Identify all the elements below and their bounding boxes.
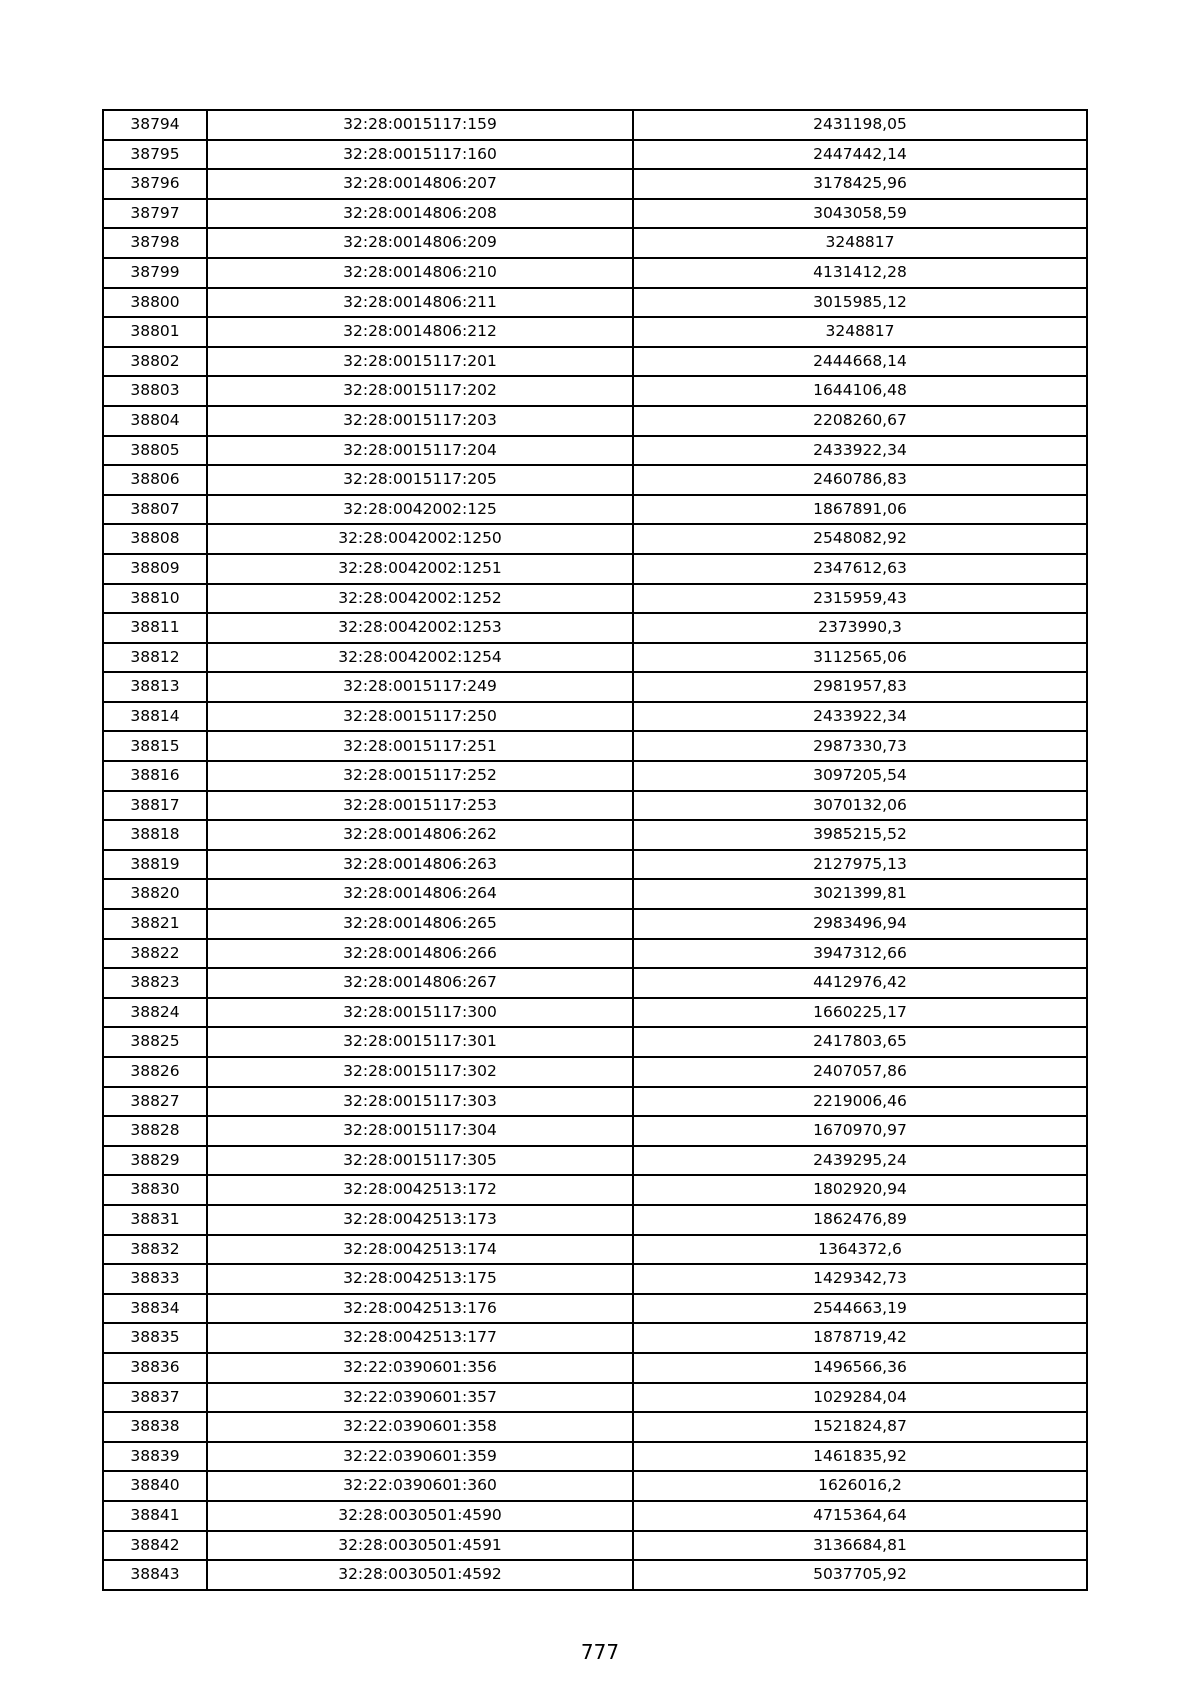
value-cell: 2460786,83: [633, 465, 1087, 495]
cadastral-number-cell: 32:28:0042513:172: [207, 1175, 633, 1205]
table-row: [103, 228, 1087, 258]
value-cell: 1626016,2: [633, 1471, 1087, 1501]
row-number-cell: 38823: [103, 968, 207, 998]
cadastral-number-cell: 32:28:0014806:264: [207, 879, 633, 909]
cadastral-number-cell: 32:28:0014806:262: [207, 820, 633, 850]
value-cell: 2544663,19: [633, 1294, 1087, 1324]
value-cell: 2433922,34: [633, 702, 1087, 732]
cadastral-number-cell: 32:28:0015117:303: [207, 1087, 633, 1117]
table-row: [103, 140, 1087, 170]
table-row: [103, 406, 1087, 436]
table-row: [103, 1501, 1087, 1531]
cadastral-number-cell: 32:28:0014806:266: [207, 939, 633, 969]
row-number-cell: 38812: [103, 643, 207, 673]
row-number-cell: 38809: [103, 554, 207, 584]
value-cell: 1867891,06: [633, 495, 1087, 525]
cadastral-number-cell: 32:28:0030501:4592: [207, 1560, 633, 1590]
row-number-cell: 38840: [103, 1471, 207, 1501]
value-cell: 2315959,43: [633, 584, 1087, 614]
value-cell: 1029284,04: [633, 1383, 1087, 1413]
table-row: [103, 465, 1087, 495]
cadastral-number-cell: 32:28:0042002:1252: [207, 584, 633, 614]
value-cell: 3178425,96: [633, 169, 1087, 199]
value-cell: 1521824,87: [633, 1412, 1087, 1442]
table-row: [103, 998, 1087, 1028]
row-number-cell: 38827: [103, 1087, 207, 1117]
cadastral-number-cell: 32:28:0042002:1254: [207, 643, 633, 673]
table-row: [103, 731, 1087, 761]
value-cell: 3248817: [633, 228, 1087, 258]
cadastral-number-cell: 32:28:0042002:125: [207, 495, 633, 525]
value-cell: 2208260,67: [633, 406, 1087, 436]
row-number-cell: 38806: [103, 465, 207, 495]
table-row: [103, 584, 1087, 614]
value-cell: 1862476,89: [633, 1205, 1087, 1235]
value-cell: 2433922,34: [633, 436, 1087, 466]
row-number-cell: 38799: [103, 258, 207, 288]
row-number-cell: 38817: [103, 791, 207, 821]
cadastral-number-cell: 32:28:0015117:160: [207, 140, 633, 170]
row-number-cell: 38804: [103, 406, 207, 436]
row-number-cell: 38794: [103, 110, 207, 140]
row-number-cell: 38802: [103, 347, 207, 377]
row-number-cell: 38821: [103, 909, 207, 939]
table-row: [103, 1235, 1087, 1265]
table-row: [103, 376, 1087, 406]
table-row: [103, 258, 1087, 288]
table-row: [103, 1412, 1087, 1442]
row-number-cell: 38798: [103, 228, 207, 258]
table-row: [103, 1471, 1087, 1501]
table-row: [103, 613, 1087, 643]
value-cell: 3947312,66: [633, 939, 1087, 969]
value-cell: 3021399,81: [633, 879, 1087, 909]
cadastral-number-cell: 32:28:0015117:159: [207, 110, 633, 140]
row-number-cell: 38816: [103, 761, 207, 791]
row-number-cell: 38841: [103, 1501, 207, 1531]
value-cell: 4131412,28: [633, 258, 1087, 288]
cadastral-number-cell: 32:28:0015117:252: [207, 761, 633, 791]
value-cell: 3136684,81: [633, 1531, 1087, 1561]
row-number-cell: 38831: [103, 1205, 207, 1235]
cadastral-number-cell: 32:28:0030501:4590: [207, 1501, 633, 1531]
value-cell: 3043058,59: [633, 199, 1087, 229]
row-number-cell: 38810: [103, 584, 207, 614]
table-row: [103, 110, 1087, 140]
cadastral-number-cell: 32:28:0015117:203: [207, 406, 633, 436]
table-row: [103, 643, 1087, 673]
table-row: [103, 1205, 1087, 1235]
cadastral-number-cell: 32:28:0015117:202: [207, 376, 633, 406]
value-cell: 2407057,86: [633, 1057, 1087, 1087]
table-row: [103, 554, 1087, 584]
table-row: [103, 1027, 1087, 1057]
cadastral-number-cell: 32:28:0014806:212: [207, 317, 633, 347]
cadastral-number-cell: 32:28:0015117:253: [207, 791, 633, 821]
value-cell: 3015985,12: [633, 288, 1087, 318]
cadastral-number-cell: 32:28:0014806:211: [207, 288, 633, 318]
cadastral-number-cell: 32:28:0015117:249: [207, 672, 633, 702]
value-cell: 2417803,65: [633, 1027, 1087, 1057]
cadastral-number-cell: 32:28:0015117:300: [207, 998, 633, 1028]
table-row: [103, 524, 1087, 554]
cadastral-number-cell: 32:28:0014806:209: [207, 228, 633, 258]
row-number-cell: 38834: [103, 1294, 207, 1324]
data-table: [102, 109, 1088, 1591]
row-number-cell: 38838: [103, 1412, 207, 1442]
value-cell: 1644106,48: [633, 376, 1087, 406]
value-cell: 3248817: [633, 317, 1087, 347]
row-number-cell: 38829: [103, 1146, 207, 1176]
row-number-cell: 38824: [103, 998, 207, 1028]
value-cell: 1496566,36: [633, 1353, 1087, 1383]
value-cell: 2987330,73: [633, 731, 1087, 761]
value-cell: 2447442,14: [633, 140, 1087, 170]
cadastral-number-cell: 32:28:0042002:1250: [207, 524, 633, 554]
cadastral-number-cell: 32:28:0042513:177: [207, 1323, 633, 1353]
row-number-cell: 38808: [103, 524, 207, 554]
table-row: [103, 1383, 1087, 1413]
row-number-cell: 38797: [103, 199, 207, 229]
table-row: [103, 1175, 1087, 1205]
value-cell: 1802920,94: [633, 1175, 1087, 1205]
table-row: [103, 169, 1087, 199]
table-row: [103, 1531, 1087, 1561]
table-row: [103, 1146, 1087, 1176]
value-cell: 1364372,6: [633, 1235, 1087, 1265]
cadastral-number-cell: 32:28:0030501:4591: [207, 1531, 633, 1561]
table-row: [103, 1442, 1087, 1472]
table-row: [103, 347, 1087, 377]
value-cell: 2127975,13: [633, 850, 1087, 880]
row-number-cell: 38820: [103, 879, 207, 909]
cadastral-number-cell: 32:28:0042513:174: [207, 1235, 633, 1265]
cadastral-number-cell: 32:28:0015117:301: [207, 1027, 633, 1057]
cadastral-number-cell: 32:28:0042513:176: [207, 1294, 633, 1324]
row-number-cell: 38839: [103, 1442, 207, 1472]
table-row: [103, 317, 1087, 347]
value-cell: 1429342,73: [633, 1264, 1087, 1294]
cadastral-number-cell: 32:28:0042002:1251: [207, 554, 633, 584]
value-cell: 1461835,92: [633, 1442, 1087, 1472]
row-number-cell: 38818: [103, 820, 207, 850]
table-row: [103, 968, 1087, 998]
cadastral-number-cell: 32:28:0015117:304: [207, 1116, 633, 1146]
value-cell: 2983496,94: [633, 909, 1087, 939]
value-cell: 1878719,42: [633, 1323, 1087, 1353]
cadastral-number-cell: 32:28:0014806:267: [207, 968, 633, 998]
value-cell: 2439295,24: [633, 1146, 1087, 1176]
row-number-cell: 38803: [103, 376, 207, 406]
cadastral-number-cell: 32:22:0390601:360: [207, 1471, 633, 1501]
cadastral-number-cell: 32:28:0014806:265: [207, 909, 633, 939]
cadastral-number-cell: 32:28:0015117:201: [207, 347, 633, 377]
value-cell: 2444668,14: [633, 347, 1087, 377]
value-cell: 2373990,3: [633, 613, 1087, 643]
row-number-cell: 38835: [103, 1323, 207, 1353]
value-cell: 2347612,63: [633, 554, 1087, 584]
table-row: [103, 939, 1087, 969]
cadastral-number-cell: 32:22:0390601:359: [207, 1442, 633, 1472]
row-number-cell: 38828: [103, 1116, 207, 1146]
table-row: [103, 761, 1087, 791]
cadastral-number-cell: 32:22:0390601:356: [207, 1353, 633, 1383]
value-cell: 2219006,46: [633, 1087, 1087, 1117]
table-row: [103, 1057, 1087, 1087]
cadastral-number-cell: 32:28:0015117:204: [207, 436, 633, 466]
row-number-cell: 38837: [103, 1383, 207, 1413]
cadastral-number-cell: 32:22:0390601:358: [207, 1412, 633, 1442]
cadastral-number-cell: 32:28:0015117:302: [207, 1057, 633, 1087]
row-number-cell: 38800: [103, 288, 207, 318]
cadastral-number-cell: 32:28:0042513:175: [207, 1264, 633, 1294]
table-row: [103, 1264, 1087, 1294]
value-cell: 4715364,64: [633, 1501, 1087, 1531]
value-cell: 2981957,83: [633, 672, 1087, 702]
value-cell: 3070132,06: [633, 791, 1087, 821]
value-cell: 1660225,17: [633, 998, 1087, 1028]
value-cell: 3112565,06: [633, 643, 1087, 673]
table-row: [103, 1353, 1087, 1383]
row-number-cell: 38811: [103, 613, 207, 643]
table-row: [103, 1087, 1087, 1117]
row-number-cell: 38807: [103, 495, 207, 525]
value-cell: 5037705,92: [633, 1560, 1087, 1590]
table-row: [103, 850, 1087, 880]
row-number-cell: 38796: [103, 169, 207, 199]
row-number-cell: 38801: [103, 317, 207, 347]
cadastral-number-cell: 32:28:0042513:173: [207, 1205, 633, 1235]
value-cell: 4412976,42: [633, 968, 1087, 998]
table-row: [103, 879, 1087, 909]
value-cell: 2431198,05: [633, 110, 1087, 140]
table-row: [103, 1560, 1087, 1590]
table-row: [103, 1116, 1087, 1146]
cadastral-number-cell: 32:28:0015117:250: [207, 702, 633, 732]
table-row: [103, 702, 1087, 732]
row-number-cell: 38825: [103, 1027, 207, 1057]
row-number-cell: 38819: [103, 850, 207, 880]
table-row: [103, 1323, 1087, 1353]
table-body: [103, 110, 1087, 1590]
row-number-cell: 38830: [103, 1175, 207, 1205]
table-row: [103, 495, 1087, 525]
table-row: [103, 288, 1087, 318]
value-cell: 3985215,52: [633, 820, 1087, 850]
row-number-cell: 38815: [103, 731, 207, 761]
table-row: [103, 436, 1087, 466]
row-number-cell: 38805: [103, 436, 207, 466]
cadastral-number-cell: 32:28:0042002:1253: [207, 613, 633, 643]
cadastral-number-cell: 32:28:0014806:207: [207, 169, 633, 199]
cadastral-number-cell: 32:28:0014806:263: [207, 850, 633, 880]
table-row: [103, 1294, 1087, 1324]
row-number-cell: 38814: [103, 702, 207, 732]
table-row: [103, 199, 1087, 229]
row-number-cell: 38822: [103, 939, 207, 969]
cadastral-number-cell: 32:28:0015117:305: [207, 1146, 633, 1176]
row-number-cell: 38843: [103, 1560, 207, 1590]
table-row: [103, 791, 1087, 821]
row-number-cell: 38832: [103, 1235, 207, 1265]
row-number-cell: 38826: [103, 1057, 207, 1087]
cadastral-number-cell: 32:28:0014806:208: [207, 199, 633, 229]
table-row: [103, 820, 1087, 850]
table-row: [103, 672, 1087, 702]
page-number: 777: [580, 1640, 620, 1664]
row-number-cell: 38836: [103, 1353, 207, 1383]
row-number-cell: 38833: [103, 1264, 207, 1294]
value-cell: 2548082,92: [633, 524, 1087, 554]
row-number-cell: 38795: [103, 140, 207, 170]
cadastral-number-cell: 32:28:0015117:251: [207, 731, 633, 761]
cadastral-number-cell: 32:28:0014806:210: [207, 258, 633, 288]
row-number-cell: 38813: [103, 672, 207, 702]
table-row: [103, 909, 1087, 939]
cadastral-number-cell: 32:28:0015117:205: [207, 465, 633, 495]
cadastral-number-cell: 32:22:0390601:357: [207, 1383, 633, 1413]
value-cell: 3097205,54: [633, 761, 1087, 791]
value-cell: 1670970,97: [633, 1116, 1087, 1146]
row-number-cell: 38842: [103, 1531, 207, 1561]
